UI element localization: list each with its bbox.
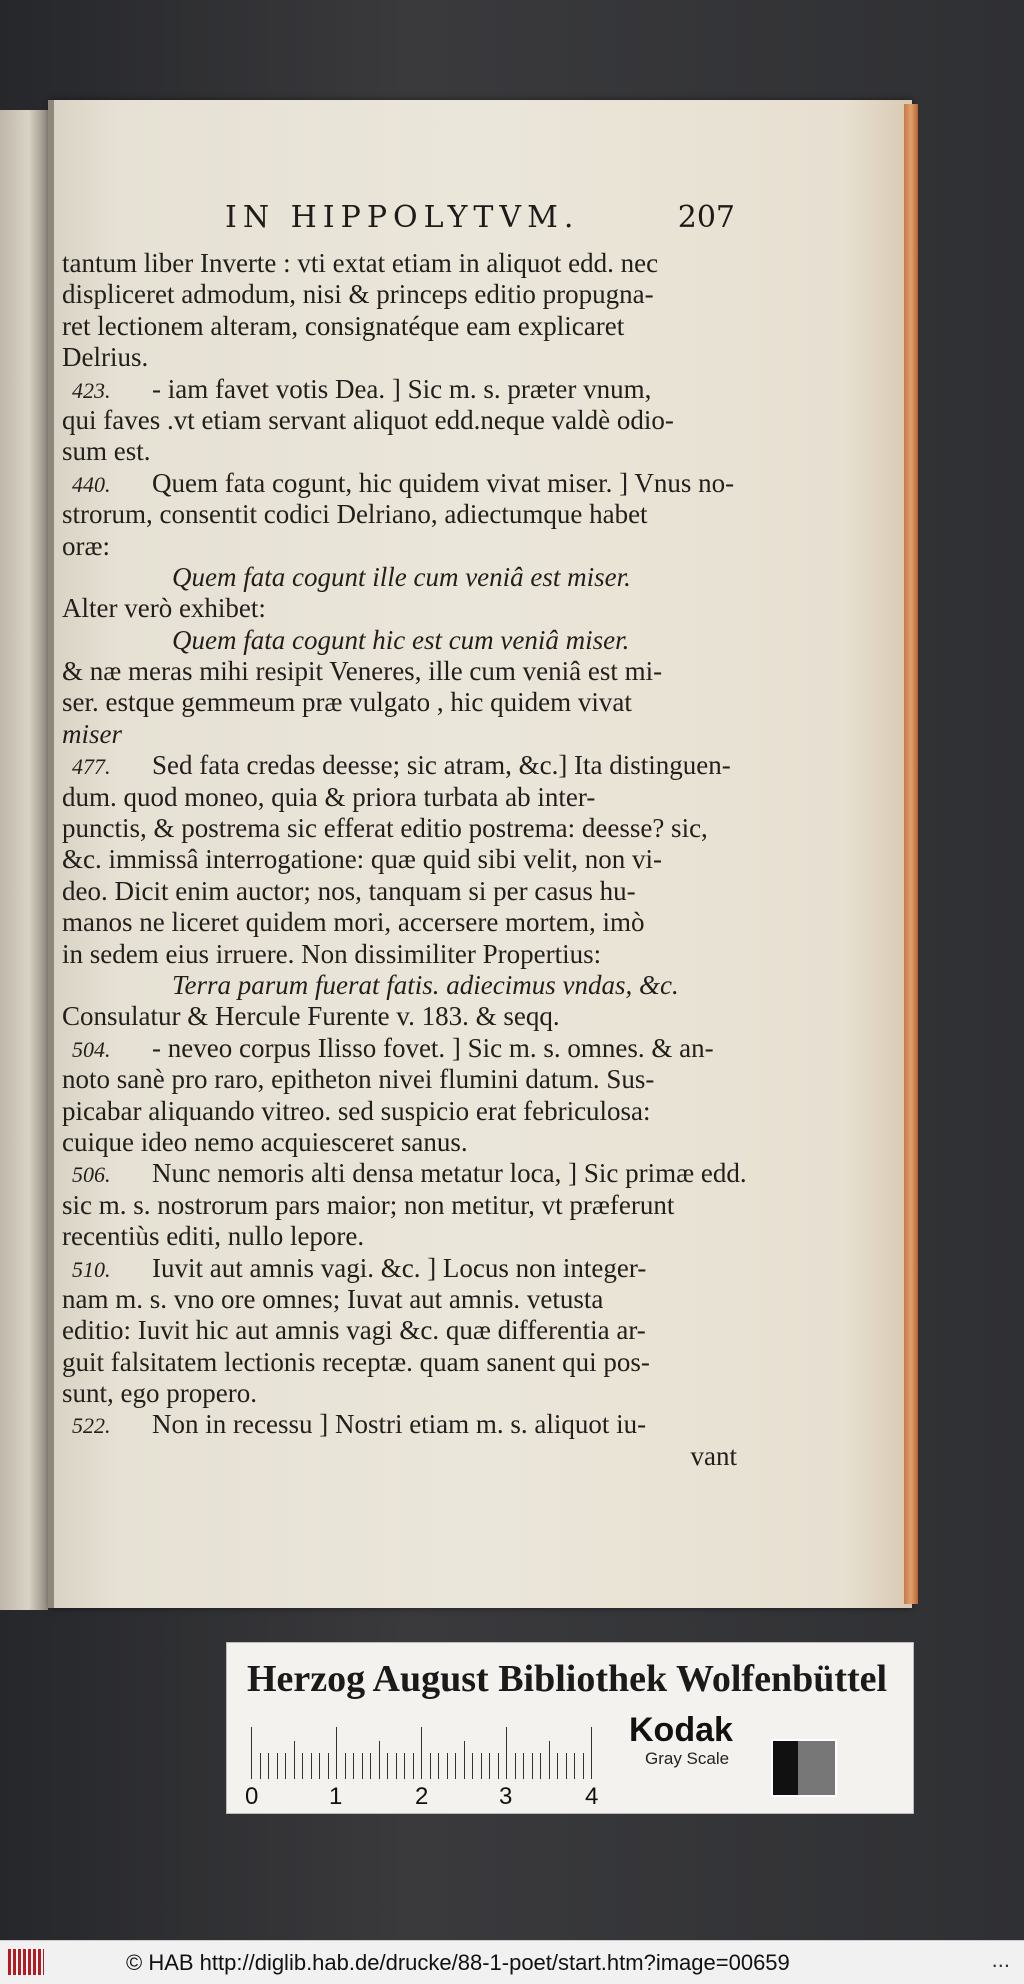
ruler-tick xyxy=(421,1727,422,1779)
ruler-tick xyxy=(438,1753,439,1779)
ruler-tick xyxy=(251,1727,252,1779)
ruler-tick xyxy=(396,1753,397,1779)
verse-number: 504. xyxy=(72,1036,111,1062)
note-text: Sed fata credas deesse; sic atram, &c.] Ita distinguen- xyxy=(152,750,731,781)
source-credit[interactable]: © HAB http://diglib.hab.de/drucke/88-1-poet/start.htm?image=00659 xyxy=(126,1950,790,1975)
ruler-label: 0 xyxy=(245,1783,259,1810)
ruler-tick xyxy=(481,1753,482,1779)
running-title: IN HIPPOLYTVM. xyxy=(225,200,580,235)
ruler-tick xyxy=(472,1753,473,1779)
note-text: Iuvit aut amnis vagi. &c. ] Locus non integer- xyxy=(152,1252,647,1283)
verse-number: 423. xyxy=(72,377,111,403)
text-line: &c. immissâ interrogatione: quæ quid sibi velit, non vi- xyxy=(62,844,662,875)
text-line: Delrius. xyxy=(62,342,149,373)
quotation-line xyxy=(62,625,737,656)
text-line: sunt, ego propero. xyxy=(62,1378,257,1409)
text-line: deo. Dicit enim auctor; nos, tanquam si per casus hu- xyxy=(62,875,636,906)
text-line: noto sanè pro raro, epitheton nivei flumini datum. Sus- xyxy=(62,1064,655,1095)
page-number: 207 xyxy=(677,200,735,235)
note-text: - neveo corpus Ilisso fovet. ] Sic m. s. omnes. & an- xyxy=(152,1032,714,1063)
ruler-tick xyxy=(336,1727,337,1779)
ruler-tick xyxy=(523,1753,524,1779)
quotation: Quem fata cogunt hic est cum veniâ miser. xyxy=(172,624,630,655)
gray-swatch xyxy=(771,1739,837,1797)
page-text xyxy=(62,248,747,1472)
ruler-tick xyxy=(583,1753,584,1779)
text-line: Alter verò exhibet: xyxy=(62,593,266,624)
ruler-label: 3 xyxy=(499,1783,513,1810)
ruler-tick xyxy=(455,1753,456,1779)
ruler-label: 4 xyxy=(585,1783,599,1810)
ruler-tick xyxy=(540,1753,541,1779)
ruler-tick xyxy=(277,1753,278,1779)
quotation-line xyxy=(62,562,737,593)
ruler-tick xyxy=(515,1753,516,1779)
note-line xyxy=(62,1409,737,1440)
text-line: & næ meras mihi resipit Veneres, ille cum veniâ est mi- xyxy=(62,656,663,687)
text-line: Consulatur & Hercule Furente v. 183. & seqq. xyxy=(62,1001,560,1032)
ruler-tick xyxy=(345,1753,346,1779)
ruler-tick xyxy=(285,1753,286,1779)
quotation: Quem fata cogunt ille cum veniâ est miser. xyxy=(172,561,631,592)
text-line: sic m. s. nostrorum pars maior; non metitur, vt præferunt xyxy=(62,1189,675,1220)
library-name: Herzog August Bibliothek Wolfenbüttel xyxy=(247,1658,888,1700)
hab-logo-icon xyxy=(8,1949,44,1975)
ruler-tick xyxy=(574,1753,575,1779)
ruler-tick xyxy=(387,1753,388,1779)
text-line: ret lectionem alteram, consignatéque eam explicaret xyxy=(62,310,625,341)
text-line: sum est. xyxy=(62,436,151,467)
verse-number: 477. xyxy=(72,754,111,780)
ruler-tick xyxy=(549,1741,550,1779)
text-line: ser. estque gemmeum præ vulgato , hic quidem vivat xyxy=(62,687,632,718)
ruler-tick xyxy=(413,1753,414,1779)
facing-page-edge xyxy=(0,110,48,1610)
text-line: dum. quod moneo, quia & priora turbata ab inter- xyxy=(62,781,596,812)
ruler-tick xyxy=(489,1753,490,1779)
verse-number: 510. xyxy=(72,1256,111,1282)
text-line xyxy=(62,719,737,750)
text-line: punctis, & postrema sic efferat editio postrema: deesse? sic, xyxy=(62,813,708,844)
viewer-footer xyxy=(0,1940,1024,1984)
text-line: nam m. s. vno ore omnes; Iuvat aut amnis. vetusta xyxy=(62,1283,604,1314)
note-line xyxy=(62,750,737,781)
note-line xyxy=(62,1033,737,1064)
ruler-tick xyxy=(319,1753,320,1779)
note-text: - iam favet votis Dea. ] Sic m. s. præter vnum, xyxy=(152,373,652,404)
page-fore-edge xyxy=(904,104,918,1604)
text-line: guit falsitatem lectionis receptæ. quam sanent qui pos- xyxy=(62,1346,650,1377)
text-line: displiceret admodum, nisi & princeps editio propugna- xyxy=(62,279,654,310)
note-line xyxy=(62,1158,747,1189)
gray-scale-label: Gray Scale xyxy=(645,1749,730,1768)
note-text: Nunc nemoris alti densa metatur loca, ] Sic primæ edd. xyxy=(152,1158,747,1189)
ruler-tick xyxy=(404,1753,405,1779)
page-header xyxy=(225,200,735,240)
ruler-tick xyxy=(302,1753,303,1779)
ruler-label: 1 xyxy=(329,1783,343,1810)
ruler-tick xyxy=(506,1727,507,1779)
note-line xyxy=(62,1253,737,1284)
ruler-label: 2 xyxy=(415,1783,429,1810)
text-line: tantum liber Inverte : vti extat etiam in aliquot edd. nec xyxy=(62,248,659,278)
text-line: qui faves .vt etiam servant aliquot edd.neque valdè odio- xyxy=(62,404,674,435)
ruler-tick xyxy=(557,1753,558,1779)
text-line: in sedem eius irruere. Non dissimiliter Propertius: xyxy=(62,938,602,969)
note-text: Non in recessu ] Nostri etiam m. s. aliquot iu- xyxy=(152,1409,647,1440)
text-line: editio: Iuvit hic aut amnis vagi &c. quæ differentia ar- xyxy=(62,1315,646,1346)
ruler-tick xyxy=(379,1741,380,1779)
more-icon[interactable]: ... xyxy=(991,1947,1010,1972)
catchword: vant xyxy=(690,1440,737,1471)
text-line: strorum, consentit codici Delriano, adiectumque habet xyxy=(62,499,648,530)
ruler-tick xyxy=(498,1753,499,1779)
text-line: recentiùs editi, nullo lepore. xyxy=(62,1221,365,1252)
ruler-tick xyxy=(260,1753,261,1779)
ruler-tick xyxy=(311,1753,312,1779)
italic-word: miser xyxy=(62,718,122,749)
ruler-tick xyxy=(362,1753,363,1779)
ruler-tick xyxy=(353,1753,354,1779)
ruler-tick xyxy=(464,1741,465,1779)
note-line xyxy=(62,374,737,405)
kodak-logo: Kodak xyxy=(629,1711,733,1749)
text-line: picabar aliquando vitreo. sed suspicio erat febriculosa: xyxy=(62,1095,651,1126)
ruler-tick xyxy=(370,1753,371,1779)
note-text: Quem fata cogunt, hic quidem vivat miser. ] Vnus no- xyxy=(152,467,735,498)
text-line: manos ne liceret quidem mori, accersere mortem, imò xyxy=(62,907,645,938)
verse-number: 506. xyxy=(72,1162,111,1188)
text-line: cuique ideo nemo acquiesceret sanus. xyxy=(62,1126,468,1157)
ruler-tick xyxy=(591,1727,592,1779)
text-line: oræ: xyxy=(62,530,111,561)
ruler-tick xyxy=(328,1753,329,1779)
quotation-line xyxy=(62,970,737,1001)
verse-number: 522. xyxy=(72,1413,111,1439)
ruler-tick xyxy=(294,1741,295,1779)
note-line xyxy=(62,468,737,499)
color-target-card xyxy=(226,1642,914,1814)
ruler-tick xyxy=(268,1753,269,1779)
scale-ruler xyxy=(245,1723,611,1810)
ruler-tick xyxy=(532,1753,533,1779)
quotation: Terra parum fuerat fatis. adiecimus vndas, &c. xyxy=(172,969,679,1000)
ruler-tick xyxy=(566,1753,567,1779)
verse-number: 440. xyxy=(72,471,111,497)
ruler-tick xyxy=(430,1753,431,1779)
page-gutter xyxy=(48,100,54,1608)
ruler-tick xyxy=(447,1753,448,1779)
